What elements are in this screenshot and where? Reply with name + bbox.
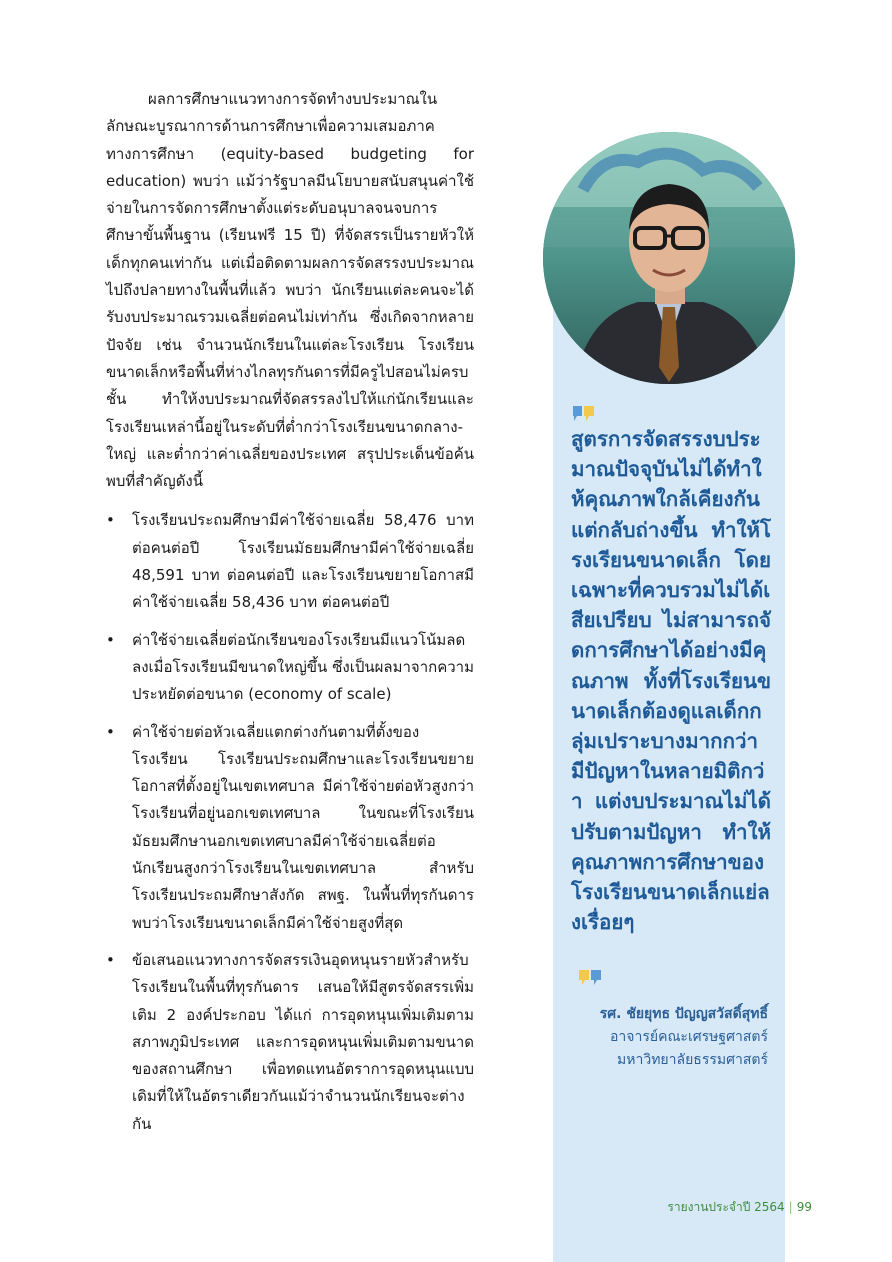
page-number: 99 [796,1200,812,1214]
footer-separator: | [788,1200,793,1214]
author-attribution [560,1003,768,1072]
finding-item-4 [106,947,474,1138]
findings-list [106,507,474,1138]
bullet-dot: • [106,950,115,969]
finding-text: โรงเรียนประถมศึกษามีค่าใช้จ่ายเฉลี่ย 58,476 บาท ต่อคนต่อปี โรงเรียนมัธยมศึกษามีค่าใช้จ่ายเฉลี่ย 48,591 บาท ต่อคนต่อปี และโรงเรียนขยายโอกาสมีค่าใช้จ่ายเฉลี่ย 58,436 บาท ต่อคนต่อปี [132,511,474,612]
pull-quote: สูตรการจัดสรรงบประมาณปัจจุบันไม่ได้ทำให้คุณภาพใกล้เคียงกัน แต่กลับถ่างขึ้น ทำให้โรงเรียนขนาดเล็ก โดยเฉพาะที่ควบรวมไม่ได้เสียเปรียบ ไม่สามารถจัดการศึกษาได้อย่างมีคุณภาพ ทั้งที่โรงเรียนขนาดเล็กต้องดูแลเด็กกลุ่มเปราะบางมากกว่า มีปัญหาในหลายมิติกว่า แต่งบประมาณไม่ได้ปรับตามปัญหา ทำให้คุณภาพการศึกษาของโรงเรียนขนาดเล็กแย่ลงเรื่อยๆ [571,427,771,935]
bullet-dot: • [106,630,115,649]
report-label: รายงานประจำปี 2564 [667,1200,785,1214]
author-organization: มหาวิทยาลัยธรรมศาสตร์ [617,1052,768,1068]
finding-item-2 [106,627,474,709]
main-article [106,86,474,1148]
author-portrait [543,132,795,384]
finding-item-1 [106,507,474,616]
finding-text: ค่าใช้จ่ายเฉลี่ยต่อนักเรียนของโรงเรียนมีแนวโน้มลดลงเมื่อโรงเรียนมีขนาดใหญ่ขึ้น ซึ่งเป็นผลมาจากความประหยัดต่อขนาด (economy of scale) [132,630,474,704]
intro-paragraph: ผลการศึกษาแนวทางการจัดทำงบประมาณในลักษณะบูรณาการด้านการศึกษาเพื่อความเสมอภาคทางการศึกษา (equity-based budgeting for education) พบว่า แม้ว่ารัฐบาลมีนโยบายสนับสนุนค่าใช้จ่ายในการจัดการศึกษาตั้งแต่ระดับอนุบาลจนจบการศึกษาขั้นพื้นฐาน (เรียนฟรี 15 ปี) ที่จัดสรรเป็นรายหัวให้เด็กทุกคนเท่ากัน แต่เมื่อติดตามผลการจัดสรรงบประมาณไปถึงปลายทางในพื้นที่แล้ว พบว่า นักเรียนแต่ละคนจะได้รับงบประมาณรวมเฉลี่ยต่อคนไม่เท่ากัน ซึ่งเกิดจากหลายปัจจัย เช่น จำนวนนักเรียนในแต่ละโรงเรียน โรงเรียนขนาดเล็กหรือพื้นที่ห่างไกลทุรกันดารที่มีครูไปสอนไม่ครบชั้น ทำให้งบประมาณที่จัดสรรลงไปให้แก่นักเรียนและโรงเรียนเหล่านี้อยู่ในระดับที่ต่ำกว่าโรงเรียนขนาดกลาง-ใหญ่ และต่ำกว่าค่าเฉลี่ยของประเทศ สรุปประเด็นข้อค้นพบที่สำคัญดังนี้ [106,90,474,491]
bullet-dot: • [106,511,115,530]
author-role: อาจารย์คณะเศรษฐศาสตร์ [610,1029,768,1045]
finding-text: ค่าใช้จ่ายต่อหัวเฉลี่ยแตกต่างกันตามที่ตั้งของโรงเรียน โรงเรียนประถมศึกษาและโรงเรียนขยายโอกาสที่ตั้งอยู่ในเขตเทศบาล มีค่าใช้จ่ายต่อหัวสูงกว่าโรงเรียนที่อยู่นอกเขตเทศบาล ในขณะที่โรงเรียนมัธยมศึกษานอกเขตเทศบาลมีค่าใช้จ่ายเฉลี่ยต่อนักเรียนสูงกว่าโรงเรียนในเขตเทศบาล สำหรับโรงเรียนประถมศึกษาสังกัด สพฐ. ในพื้นที่ทุรกันดาร พบว่าโรงเรียนขนาดเล็กมีค่าใช้จ่ายสูงที่สุด [132,722,474,932]
author-name: รศ. ชัยยุทธ ปัญญสวัสดิ์สุทธิ์ [599,1006,768,1022]
close-quote-icon [578,969,602,987]
open-quote-icon [572,405,596,423]
finding-item-3 [106,719,474,937]
page-footer [600,1198,812,1217]
finding-text: ข้อเสนอแนวทางการจัดสรรเงินอุดหนุนรายหัวสำหรับโรงเรียนในพื้นที่ทุรกันดาร เสนอให้มีสูตรจัดสรรเพิ่มเติม 2 องค์ประกอบ ได้แก่ การอุดหนุนเพิ่มเติมตามสภาพภูมิประเทศ และการอุดหนุนเพิ่มเติมตามขนาดของสถานศึกษา เพื่อทดแทนอัตราการอุดหนุนแบบเดิมที่ให้ในอัตราเดียวกันแม้ว่าจำนวนนักเรียนจะต่างกัน [132,950,474,1133]
bullet-dot: • [106,722,115,741]
